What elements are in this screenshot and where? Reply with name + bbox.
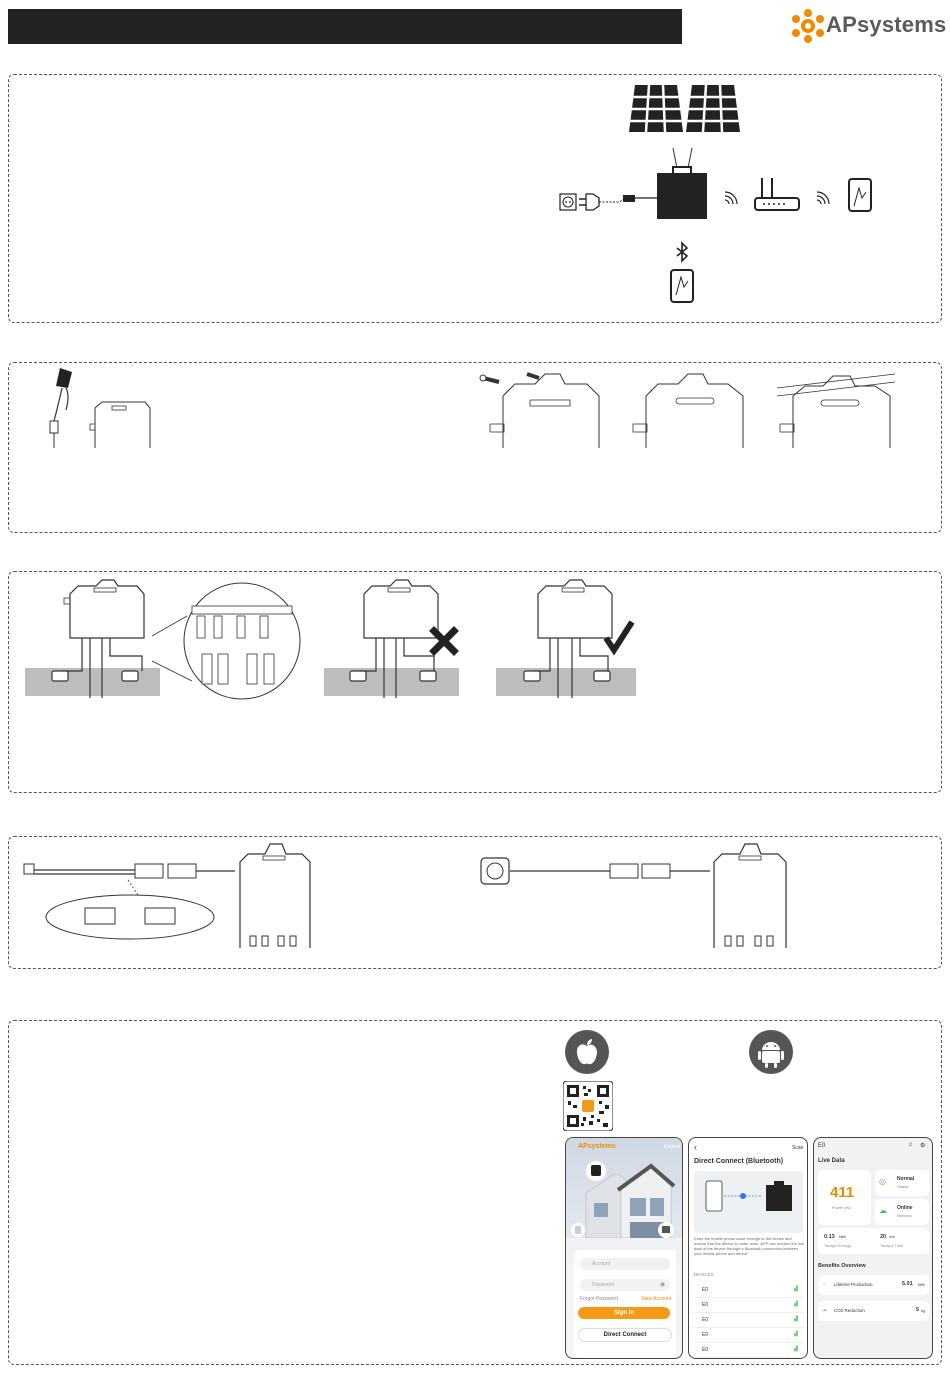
google-play-badge[interactable] xyxy=(749,1030,793,1074)
back-icon[interactable]: ‹ xyxy=(694,1142,697,1152)
sign-in-button[interactable]: Sign In xyxy=(578,1307,670,1319)
time-label: Today's Time xyxy=(880,1243,904,1248)
signal-icon: ▟ xyxy=(794,1346,798,1352)
phone-icon xyxy=(671,270,693,302)
status-label: Status xyxy=(897,1184,909,1189)
co2-label: CO2 Reduction xyxy=(834,1308,865,1313)
lifetime-value: 5.01 xyxy=(902,1281,913,1287)
language-selector[interactable]: English xyxy=(664,1144,681,1150)
phone-screen-direct-connect xyxy=(688,1137,808,1359)
power-card xyxy=(818,1170,871,1225)
list-item[interactable]: E0 ▟ xyxy=(694,1313,804,1328)
bluetooth-icon xyxy=(677,243,687,261)
qr-code-icon[interactable] xyxy=(563,1081,613,1131)
scan-button[interactable]: Scan xyxy=(792,1145,804,1151)
energy-value: 0.13 xyxy=(824,1234,835,1240)
power-value: 411 xyxy=(830,1184,855,1201)
apple-icon xyxy=(565,1030,609,1074)
bluetooth-description: Keep the mobile phone close enough to the device and ensure that the device is under work. APP can monitor the live data of the device through a Bluetooth connection between your mobile phone and device. xyxy=(694,1236,804,1256)
login-brand: APsystems xyxy=(578,1143,616,1150)
login-hero-image xyxy=(566,1138,683,1263)
phone-screen-login xyxy=(565,1137,683,1359)
energy-unit: kWh xyxy=(839,1235,846,1239)
forgot-password-link[interactable]: Forgot Password xyxy=(580,1296,618,1302)
network-label: Network xyxy=(897,1213,912,1218)
time-value: 20 xyxy=(880,1234,887,1240)
brand-logo-icon xyxy=(788,8,828,44)
ac-socket-connection-illustration xyxy=(470,840,810,965)
eye-icon[interactable]: ◉ xyxy=(660,1282,666,1288)
signal-icon: ▟ xyxy=(794,1331,798,1337)
lifetime-label: Lifetime Production xyxy=(834,1282,873,1287)
status-card xyxy=(875,1170,929,1196)
wifi-icon xyxy=(817,192,829,204)
co2-reduction-row xyxy=(818,1301,929,1321)
sun-icon: ☼ xyxy=(822,1281,827,1287)
power-label: Power (W) xyxy=(832,1205,851,1210)
lifetime-production-row xyxy=(818,1275,929,1295)
list-item[interactable]: E0 ▟ xyxy=(694,1328,804,1343)
system-diagram xyxy=(555,80,895,310)
phone-icon xyxy=(849,179,871,211)
co2-unit: kg xyxy=(921,1309,925,1313)
brand-logo-text: APsystems xyxy=(826,12,947,37)
plug-icon xyxy=(579,194,657,210)
time-unit: min xyxy=(889,1235,895,1239)
bell-icon[interactable]: ♫ xyxy=(908,1142,913,1148)
dc-correct-connection xyxy=(494,576,639,701)
inverter-mount-step-1 xyxy=(475,366,605,451)
network-card xyxy=(875,1199,929,1225)
cloud-icon: ☁ xyxy=(879,1206,887,1215)
cloud-icon: ☁ xyxy=(822,1307,827,1313)
inverter-mount-step-2 xyxy=(628,366,753,451)
direct-connect-button[interactable]: Direct Connect xyxy=(578,1328,672,1342)
bluetooth-illustration xyxy=(694,1171,803,1233)
inverter-with-cable-illustration xyxy=(40,366,155,451)
energy-label: Today's Energy xyxy=(824,1243,852,1248)
dc-wrong-connection xyxy=(322,576,462,701)
apple-store-badge[interactable] xyxy=(565,1030,609,1074)
list-item[interactable]: E0 ▟ xyxy=(694,1343,804,1358)
signal-icon: ▟ xyxy=(794,1301,798,1307)
co2-value: 5 xyxy=(916,1307,920,1313)
signal-icon: ▟ xyxy=(794,1286,798,1292)
status-icon: ◎ xyxy=(879,1177,886,1186)
devices-label: DEVICES xyxy=(694,1272,714,1277)
socket-icon xyxy=(560,194,576,210)
energy-card xyxy=(818,1228,929,1254)
android-icon xyxy=(749,1030,793,1074)
benefits-heading: Benefits Overview xyxy=(818,1263,866,1269)
inverter-mount-step-3 xyxy=(775,366,900,451)
status-value: Normal xyxy=(897,1176,915,1182)
live-data-heading: Live Data xyxy=(818,1158,845,1164)
new-account-link[interactable]: New Account xyxy=(642,1296,672,1302)
list-item[interactable]: E0 ▟ xyxy=(694,1298,804,1313)
ac-cable-illustration xyxy=(20,840,330,965)
phone-screen-live-data xyxy=(813,1137,933,1359)
username-input[interactable] xyxy=(580,1258,670,1270)
password-input[interactable] xyxy=(580,1279,670,1291)
gear-icon[interactable]: ⚙ xyxy=(920,1143,926,1149)
wifi-icon xyxy=(725,192,737,204)
signal-icon: ▟ xyxy=(794,1316,798,1322)
device-back-label[interactable]: E0 xyxy=(818,1143,826,1149)
direct-connect-title: Direct Connect (Bluetooth) xyxy=(694,1158,784,1165)
list-item[interactable]: E0 ▟ xyxy=(694,1283,804,1298)
router-icon xyxy=(755,178,799,210)
dc-connection-illustration xyxy=(22,576,302,701)
password-placeholder: Password xyxy=(592,1282,614,1288)
network-value: Online xyxy=(897,1205,913,1211)
lifetime-unit: kWh xyxy=(918,1283,925,1287)
cross-icon xyxy=(434,631,454,651)
username-placeholder: Account xyxy=(592,1261,611,1267)
header-bar xyxy=(8,9,682,44)
